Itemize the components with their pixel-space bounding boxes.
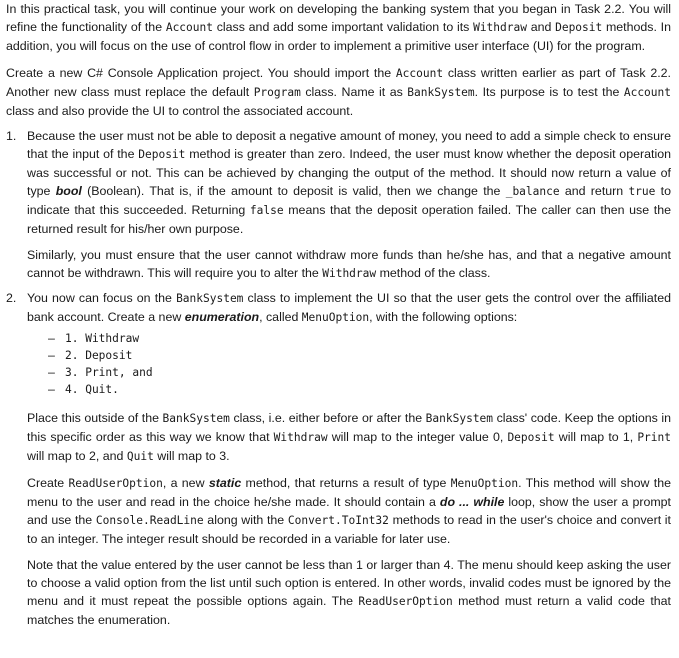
emphasis-enumeration: enumeration	[184, 310, 260, 324]
code-banksystem: BankSystem	[162, 412, 230, 425]
option-item	[48, 347, 671, 364]
intro-text-4: methods. In addition, you will focus on the use of control flow in order to implement a primitive user interface (UI) for the program.	[6, 20, 671, 53]
emphasis-bool: bool	[55, 184, 82, 198]
item1-text: method is greater than zero. Indeed, the user must know whether the deposit operation was successful or not. This can be achieved by changing the output of the method. It should now return a value of type	[27, 147, 671, 198]
option-quit: 4. Quit.	[65, 383, 119, 396]
option-item	[48, 381, 671, 398]
code-balance: _balance	[505, 185, 560, 198]
item2-paragraph-2	[27, 409, 671, 466]
item1-paragraph-2	[27, 246, 671, 283]
item2-text: class, i.e. either before or after the	[229, 411, 426, 425]
item2-text: will map to the integer value 0,	[327, 430, 508, 444]
item2-text: loop, show the user a prompt and use the	[27, 495, 672, 527]
code-console-readline: Console.ReadLine	[95, 514, 204, 527]
code-banksystem: BankSystem	[425, 412, 494, 425]
item2-text: . This method will show the menu to the user and read in the choice he/she made. It should contain a	[27, 476, 671, 509]
code-print: Print	[637, 431, 671, 444]
code-deposit: Deposit	[555, 21, 603, 34]
emphasis-static: static	[208, 476, 242, 490]
item2-paragraph-3	[27, 474, 671, 548]
item2-text: method must return a valid code that matches the enumeration.	[27, 594, 671, 627]
list-number-2: 2.	[6, 291, 17, 305]
item2-text: Note that the value entered by the user cannot be less than 1 or larger than 4. The menu should keep asking the user to choose a valid option from the list until such option is entered. In other words, invalid codes must be ignored by the menu and it must repeat the possible options again. The	[27, 558, 671, 608]
code-readuseroption: ReadUserOption	[68, 477, 163, 490]
code-true: true	[628, 185, 656, 198]
option-item	[48, 364, 671, 381]
item2-text: Place this outside of the	[27, 411, 163, 425]
code-account: Account	[395, 67, 444, 80]
option-item	[48, 330, 671, 347]
item2-paragraph-4	[27, 556, 671, 629]
item1-text: to indicate that this succeeded. Returning	[27, 184, 671, 217]
item1-text: Because the user must not be able to deposit a negative amount of money, you need to add a simple check to ensure that the input of the	[27, 129, 671, 161]
task-text-4: . Its purpose is to test the	[474, 85, 624, 99]
option-deposit: 2. Deposit	[65, 349, 133, 362]
list-item-1	[6, 127, 671, 283]
option-withdraw: 1. Withdraw	[65, 332, 140, 345]
item2-text: will map to 2, and	[27, 449, 127, 463]
intro-text-3: and	[526, 20, 556, 34]
item1-text: means that the deposit operation failed. The caller can then use the returned result for his/her own purpose.	[27, 203, 671, 236]
code-menuoption: MenuOption	[450, 477, 519, 490]
option-print: 3. Print, and	[65, 366, 153, 379]
item2-text: , called	[259, 310, 302, 324]
menu-options-list	[27, 330, 671, 398]
intro-paragraph	[6, 0, 671, 55]
item2-text: methods to read in the user's choice and convert it to an integer. The integer result should be recorded in a variable for later use.	[27, 513, 671, 546]
code-banksystem: BankSystem	[407, 86, 475, 99]
item2-text: class to implement the UI so that the user gets the control over the affiliated bank account. Create a new	[27, 291, 671, 324]
code-program: Program	[253, 86, 301, 99]
task-text-3: class. Name it as	[300, 85, 408, 99]
item2-paragraph-1	[27, 289, 671, 327]
item1-text: and return	[559, 184, 629, 198]
code-deposit: Deposit	[507, 431, 555, 444]
item1-paragraph-1	[27, 127, 671, 238]
code-account: Account	[623, 86, 671, 99]
item1-text: method of the class.	[376, 266, 491, 280]
code-deposit: Deposit	[138, 148, 186, 161]
code-quit: Quit	[126, 450, 154, 463]
task-text-2: class written earlier as part of Task 2.2. Another new class must replace the default	[6, 66, 672, 99]
code-convert-toint32: Convert.ToInt32	[287, 514, 389, 527]
item2-text: along with the	[203, 513, 288, 527]
item2-text: You now can focus on the	[27, 291, 177, 305]
code-withdraw: Withdraw	[273, 431, 328, 444]
code-false: false	[249, 204, 284, 217]
item2-text: , a new	[162, 476, 209, 490]
item2-text: will map to 1,	[554, 430, 638, 444]
code-withdraw: Withdraw	[473, 21, 527, 34]
list-item-2	[6, 289, 671, 629]
intro-text-2: class and add some important validation to its	[212, 20, 474, 34]
item2-text: , with the following options:	[369, 310, 518, 324]
intro-text-1: In this practical task, you will continue your work on developing the banking system that you began in Task 2.2. You will refine the functionality of the	[6, 2, 671, 34]
code-readuseroption: ReadUserOption	[358, 595, 453, 608]
code-withdraw: Withdraw	[322, 267, 377, 280]
item2-text: Create	[27, 476, 69, 490]
code-account: Account	[165, 21, 213, 34]
item2-text: will map to 3.	[153, 449, 230, 463]
emphasis-do-while: do ... while	[439, 495, 505, 509]
item2-text: class' code. Keep the options in this specific order as this way we know that	[27, 411, 671, 444]
item1-text: Similarly, you must ensure that the user cannot withdraw more funds than he/she has, and that a negative amount cannot be withdrawn. This will require you to alter the	[27, 248, 671, 280]
list-number-1: 1.	[6, 129, 17, 143]
code-banksystem: BankSystem	[176, 292, 244, 305]
code-menuoption: MenuOption	[301, 311, 370, 324]
item1-text: (Boolean). That is, if the amount to deposit is valid, then we change the	[81, 184, 506, 198]
task-paragraph	[6, 64, 671, 120]
task-text-1: Create a new C# Console Application project. You should import the	[6, 66, 396, 80]
item2-text: method, that returns a result of type	[241, 476, 451, 490]
task-text-5: class and also provide the UI to control the associated account.	[6, 104, 354, 118]
